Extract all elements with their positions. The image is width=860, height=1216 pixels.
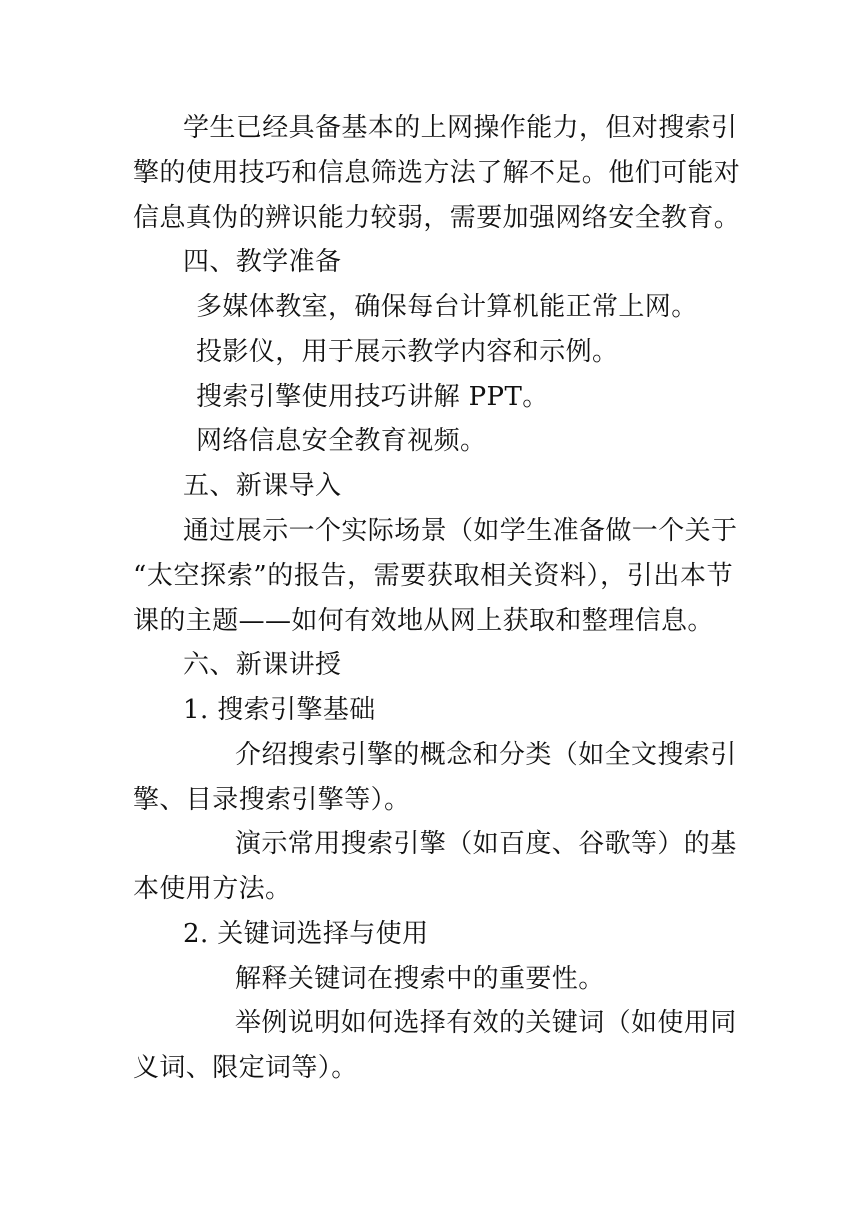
paragraph-line: 介绍搜索引擎的概念和分类（如全文搜索引 <box>235 740 737 770</box>
paragraph-line: 擎、目录搜索引擎等）。 <box>133 785 411 815</box>
list-item: 搜索引擎使用技巧讲解 PPT。 <box>196 382 549 412</box>
list-item: 网络信息安全教育视频。 <box>196 426 487 456</box>
section-heading: 五、新课导入 <box>183 471 342 501</box>
paragraph-line: 擎的使用技巧和信息筛选方法了解不足。他们可能对 <box>133 158 741 188</box>
paragraph-line: 本使用方法。 <box>133 874 292 904</box>
paragraph-line: 解释关键词在搜索中的重要性。 <box>235 964 605 994</box>
subsection-heading: 1. 搜索引擎基础 <box>183 695 376 725</box>
section-heading: 四、教学准备 <box>183 247 342 277</box>
paragraph-line: 义词、限定词等）。 <box>133 1053 358 1083</box>
list-item: 多媒体教室，确保每台计算机能正常上网。 <box>196 292 698 322</box>
section-heading: 六、新课讲授 <box>183 650 342 680</box>
paragraph-line: 举例说明如何选择有效的关键词（如使用同 <box>235 1008 737 1038</box>
subsection-heading: 2. 关键词选择与使用 <box>183 919 429 949</box>
paragraph-line: 通过展示一个实际场景（如学生准备做一个关于 <box>183 516 738 546</box>
paragraph-line: 演示常用搜索引擎（如百度、谷歌等）的基 <box>235 829 737 859</box>
paragraph-line: 课的主题——如何有效地从网上获取和整理信息。 <box>133 606 714 636</box>
paragraph-line: “太空探索”的报告，需要获取相关资料），引出本节 <box>133 561 733 591</box>
paragraph-line: 信息真伪的辨识能力较弱，需要加强网络安全教育。 <box>133 203 741 233</box>
paragraph-line: 学生已经具备基本的上网操作能力，但对搜索引 <box>183 113 738 143</box>
list-item: 投影仪，用于展示教学内容和示例。 <box>196 337 619 367</box>
